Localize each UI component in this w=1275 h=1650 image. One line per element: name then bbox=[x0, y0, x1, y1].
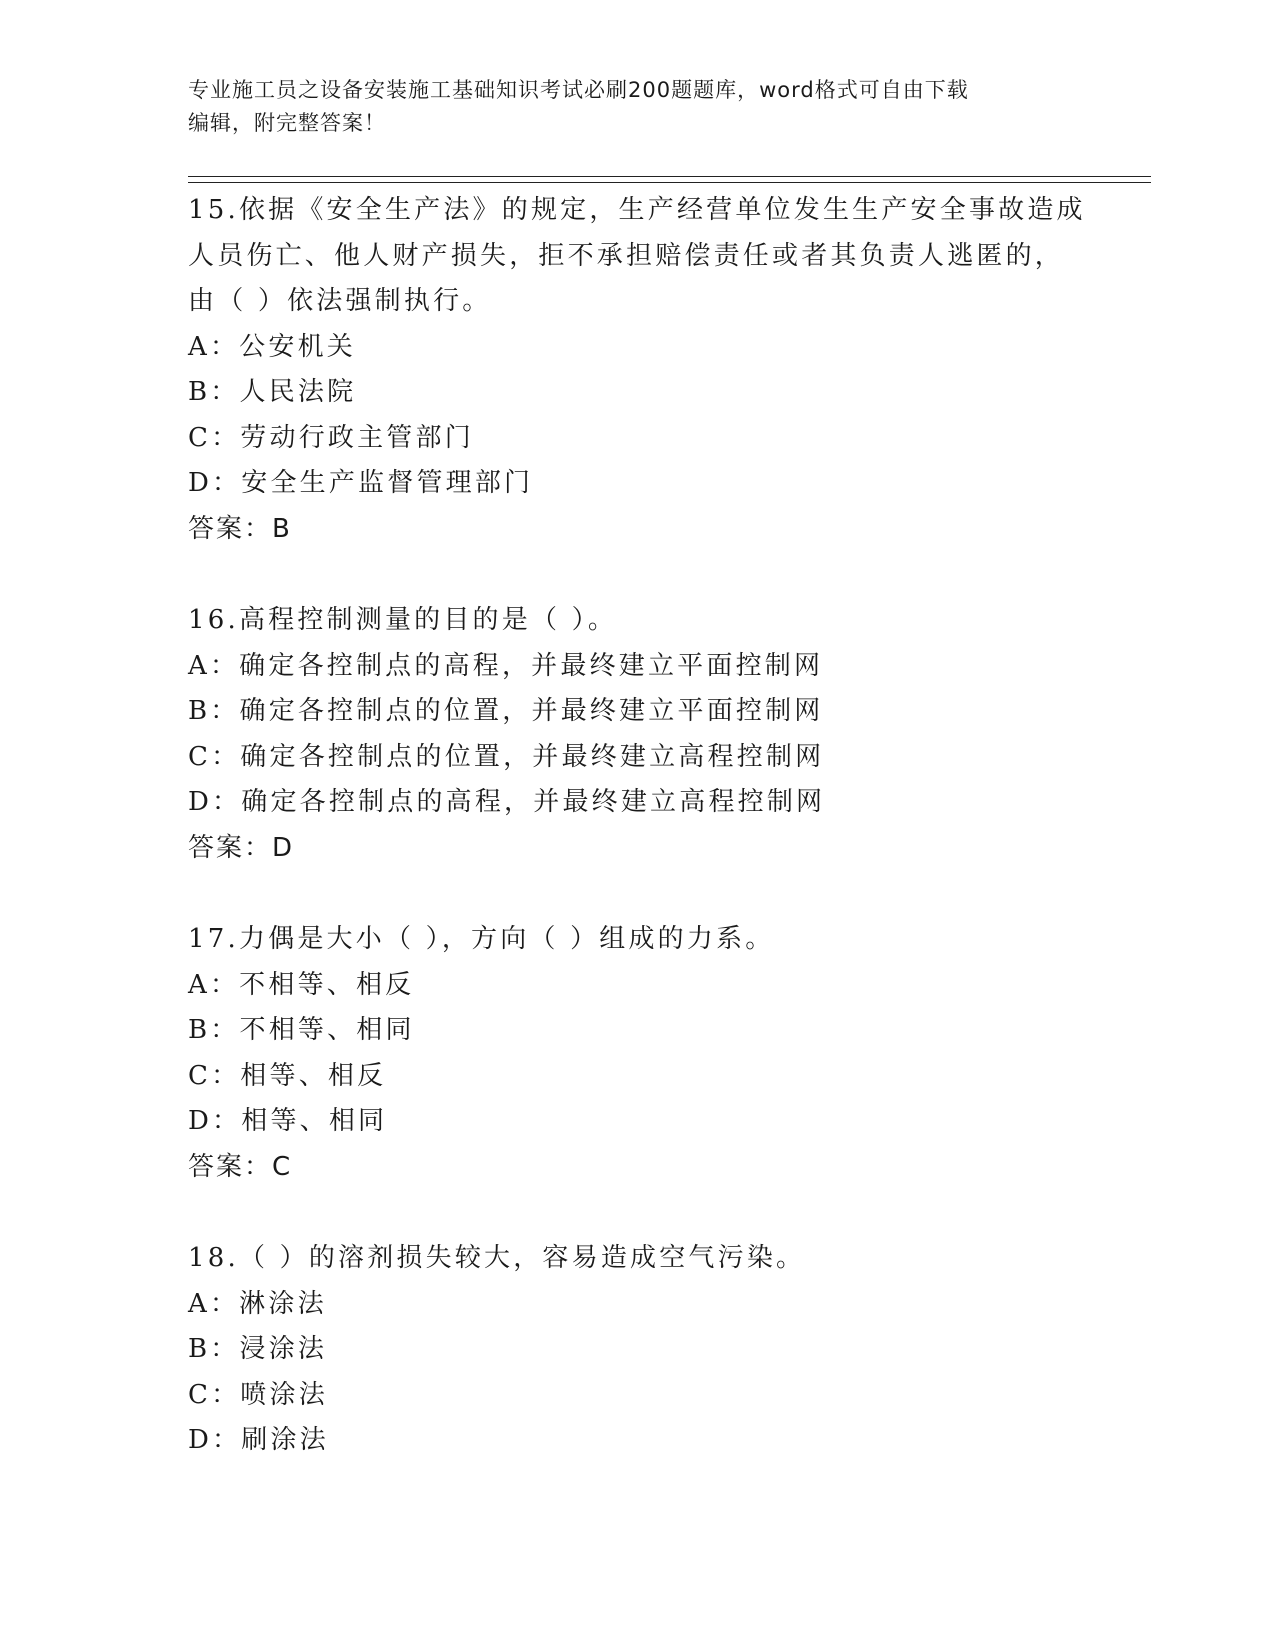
question-spacer bbox=[188, 552, 1088, 598]
option-c: C：劳动行政主管部门 bbox=[188, 422, 474, 453]
question-stem-line: 由（ ）依法强制执行。 bbox=[188, 286, 492, 316]
question-stem-line: 人员伤亡、他人财产损失，拒不承担赔偿责任或者其负责人逃匿的， bbox=[188, 240, 1065, 271]
header-divider-top bbox=[188, 176, 1151, 177]
option-a: A：不相等、相反 bbox=[188, 969, 415, 1000]
answer-line: 答案：C bbox=[188, 1151, 293, 1182]
question-spacer bbox=[188, 871, 1088, 917]
option-c: C：确定各控制点的位置，并最终建立高程控制网 bbox=[188, 741, 825, 772]
header-title-line-1: 专业施工员之设备安装施工基础知识考试必刷200题题库，word格式可自由下载 bbox=[188, 78, 969, 102]
header-divider-bottom bbox=[188, 182, 1151, 183]
option-a: A：公安机关 bbox=[188, 331, 356, 362]
option-d: D：确定各控制点的高程，并最终建立高程控制网 bbox=[188, 787, 826, 817]
question-stem-line: 17.力偶是大小（ ），方向（ ）组成的力系。 bbox=[188, 924, 775, 954]
question-16 bbox=[188, 598, 1088, 871]
option-a: A：淋涂法 bbox=[188, 1288, 327, 1319]
question-15 bbox=[188, 188, 1088, 552]
question-18 bbox=[188, 1236, 1088, 1464]
document-header bbox=[188, 74, 1088, 140]
option-d: D：刷涂法 bbox=[188, 1425, 329, 1455]
option-c: C：相等、相反 bbox=[188, 1060, 387, 1091]
question-stem-line: 18.（ ）的溶剂损失较大，容易造成空气污染。 bbox=[188, 1243, 806, 1273]
option-d: D：安全生产监督管理部门 bbox=[188, 468, 534, 498]
question-17 bbox=[188, 917, 1088, 1190]
option-b: B：确定各控制点的位置，并最终建立平面控制网 bbox=[188, 696, 824, 726]
option-c: C：喷涂法 bbox=[188, 1379, 328, 1410]
option-b: B：人民法院 bbox=[188, 377, 357, 407]
answer-line: 答案：D bbox=[188, 832, 295, 863]
answer-line: 答案：B bbox=[188, 513, 292, 544]
header-title-line-2: 编辑，附完整答案！ bbox=[188, 111, 386, 135]
option-b: B：不相等、相同 bbox=[188, 1015, 415, 1045]
option-b: B：浸涂法 bbox=[188, 1334, 328, 1364]
question-stem-line: 15.依据《安全生产法》的规定，生产经营单位发生生产安全事故造成 bbox=[188, 195, 1086, 225]
option-a: A：确定各控制点的高程，并最终建立平面控制网 bbox=[188, 650, 824, 681]
question-stem-line: 16.高程控制测量的目的是（ ）。 bbox=[188, 605, 618, 635]
question-spacer bbox=[188, 1190, 1088, 1236]
option-d: D：相等、相同 bbox=[188, 1106, 388, 1136]
question-list bbox=[188, 188, 1088, 1464]
